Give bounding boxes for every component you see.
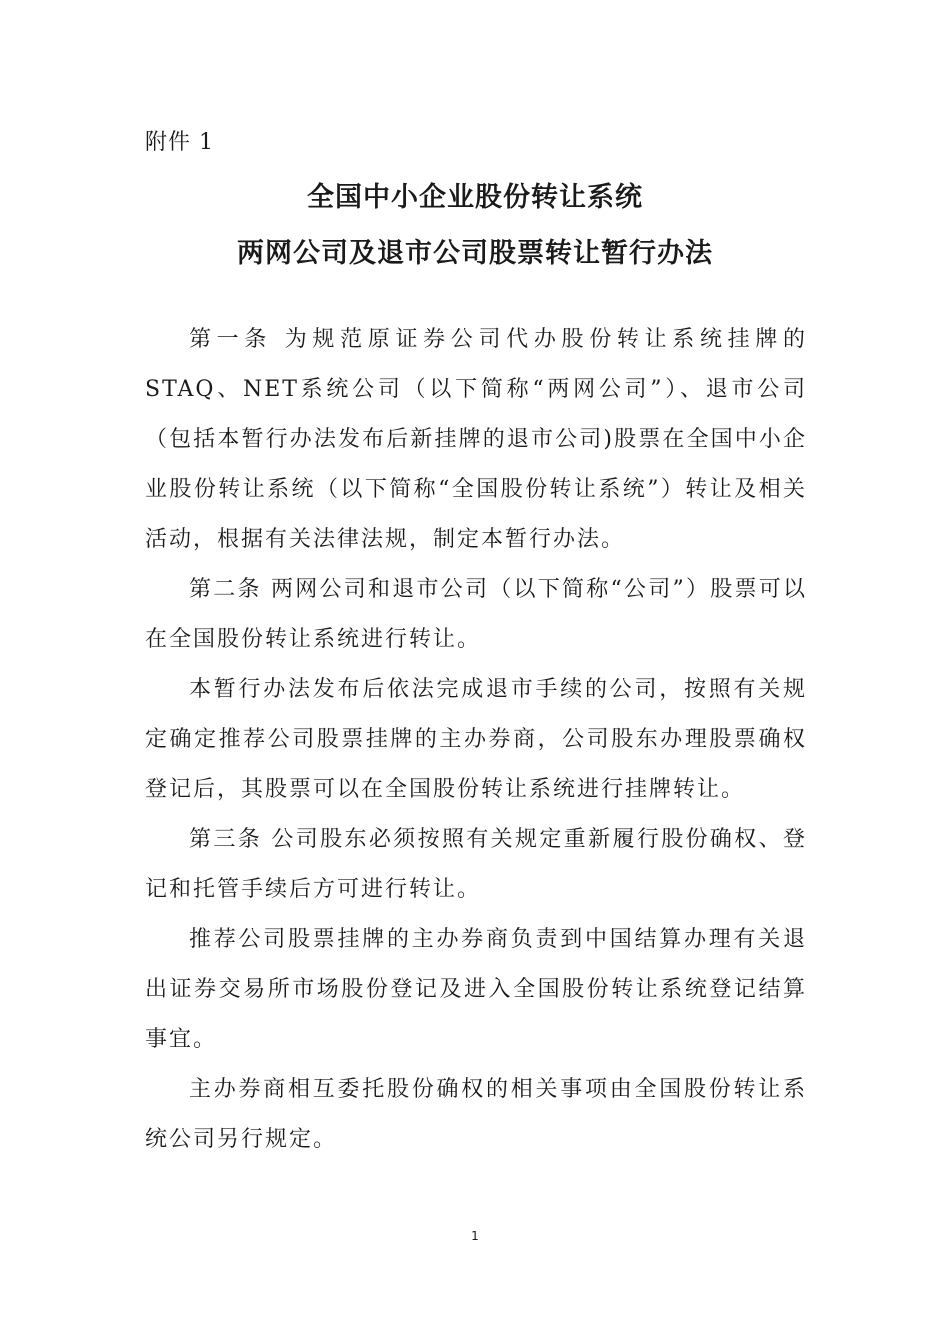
document-body — [145, 315, 807, 1165]
article-3-paragraph: 第三条 公司股东必须按照有关规定重新履行股份确权、登记和托管手续后方可进行转让。 — [145, 827, 807, 902]
document-title — [145, 170, 805, 282]
article-2-detail-paragraph: 本暂行办法发布后依法完成退市手续的公司，按照有关规定确定推荐公司股票挂牌的主办券商，公司股东办理股票确权登记后，其股票可以在全国股份转让系统进行挂牌转让。 — [145, 677, 807, 802]
article-3-detail-paragraph-1: 推荐公司股票挂牌的主办券商负责到中国结算办理有关退出证券交易所市场股份登记及进入全国股份转让系统登记结算事宜。 — [145, 927, 807, 1052]
title-line-1: 全国中小企业股份转让系统 — [307, 182, 643, 213]
attachment-label: 附件 1 — [145, 130, 214, 155]
article-1-paragraph: 第一条 为规范原证券公司代办股份转让系统挂牌的STAQ、NET系统公司（以下简称“两网公司”）、退市公司（包括本暂行办法发布后新挂牌的退市公司)股票在全国中小企业股份转让系统（以下简称“全国股份转让系统”）转让及相关活动，根据有关法律法规，制定本暂行办法。 — [145, 327, 807, 552]
title-line-2: 两网公司及退市公司股票转让暂行办法 — [237, 238, 713, 269]
article-2-paragraph: 第二条 两网公司和退市公司（以下简称“公司”）股票可以在全国股份转让系统进行转让。 — [145, 577, 807, 652]
article-3-detail-paragraph-2: 主办券商相互委托股份确权的相关事项由全国股份转让系统公司另行规定。 — [145, 1077, 807, 1152]
page-number: 1 — [471, 1229, 479, 1243]
